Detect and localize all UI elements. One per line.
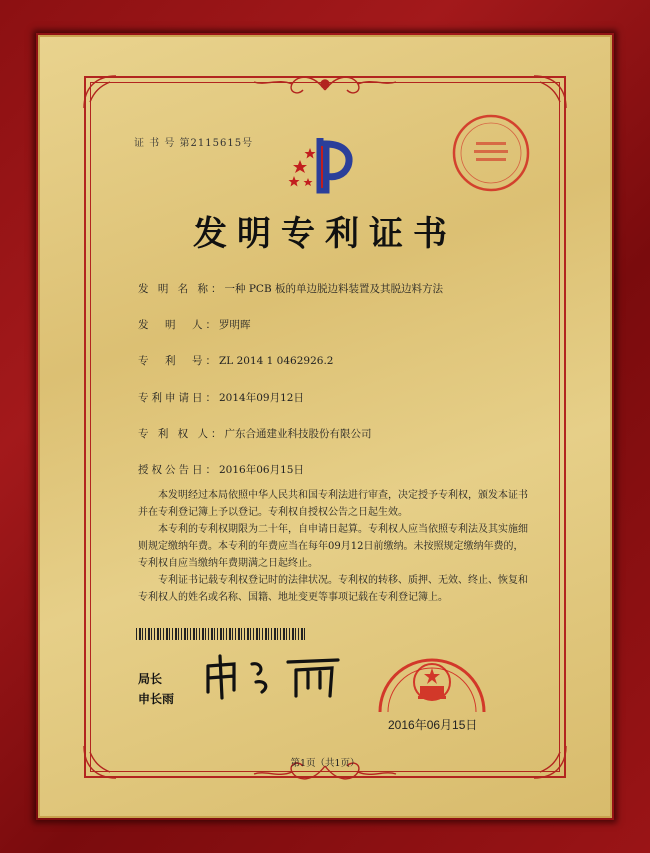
patentee-value: 广东合通建业科技股份有限公司 xyxy=(224,428,372,440)
invention-name-row xyxy=(138,281,443,296)
handwritten-signature xyxy=(200,652,350,702)
sipo-logo-icon xyxy=(286,132,366,194)
certificate-body xyxy=(138,487,528,606)
inventor-row xyxy=(138,317,251,332)
body-line: 则规定缴纳年费。本专利的年费应当在每年09月12日前缴纳。未按照规定缴纳年费的， xyxy=(138,541,524,552)
page-number: 第1页（共1页） xyxy=(290,758,360,769)
inventor-value: 罗明晖 xyxy=(219,319,251,331)
invention-name-label: 发 明 名 称： xyxy=(138,283,225,295)
body-line: 本发明经过本局依照中华人民共和国专利法进行审查，决定授予专利权，颁发本证书 xyxy=(138,490,528,501)
signature-role: 局长 xyxy=(138,672,163,686)
grant-date-row xyxy=(138,462,304,477)
patent-number-row xyxy=(138,353,333,368)
body-line: 专利证书记载专利权登记时的法律状况。专利权的转移、质押、无效、终止、恢复和 xyxy=(138,575,528,586)
certificate-number: 证 书 号 第2115615号 xyxy=(134,138,254,149)
body-line: 本专利的专利权期限为二十年，自申请日起算。专利权人应当依照专利法及其实施细 xyxy=(138,524,528,535)
certificate-title: 发明专利证书 xyxy=(193,214,457,254)
patentee-row xyxy=(138,426,372,441)
corner-ornament-icon xyxy=(530,72,570,112)
invention-name-value: 一种 PCB 板的单边脱边料装置及其脱边料方法 xyxy=(224,283,444,295)
body-line: 专利权自应当缴纳年费期满之日起终止。 xyxy=(138,558,318,569)
filing-date-value: 2014年09月12日 xyxy=(219,392,304,404)
filing-date-row xyxy=(138,390,304,405)
body-line: 并在专利登记簿上予以登记。专利权自授权公告之日起生效。 xyxy=(138,507,408,518)
body-line: 专利权人的姓名或名称、国籍、地址变更等事项记载在专利登记簿上。 xyxy=(138,592,448,603)
patentee-label: 专 利 权 人： xyxy=(138,428,225,440)
filing-date-label: 专利申请日： xyxy=(138,392,219,404)
top-ornament-icon xyxy=(248,70,402,100)
grant-date-label: 授权公告日： xyxy=(138,464,219,476)
national-emblem-seal-icon xyxy=(372,624,492,724)
patent-number-value: ZL 2014 1 0462926.2 xyxy=(219,355,334,367)
inventor-label: 发 明 人： xyxy=(138,319,219,331)
office-seal-icon xyxy=(450,112,532,194)
grant-date-value: 2016年06月15日 xyxy=(219,464,304,476)
seal-date: 2016年06月15日 xyxy=(388,718,478,732)
corner-ornament-icon xyxy=(80,72,120,112)
patent-number-label: 专 利 号： xyxy=(138,355,219,367)
barcode xyxy=(136,628,306,640)
signature-name: 申长雨 xyxy=(138,692,175,706)
